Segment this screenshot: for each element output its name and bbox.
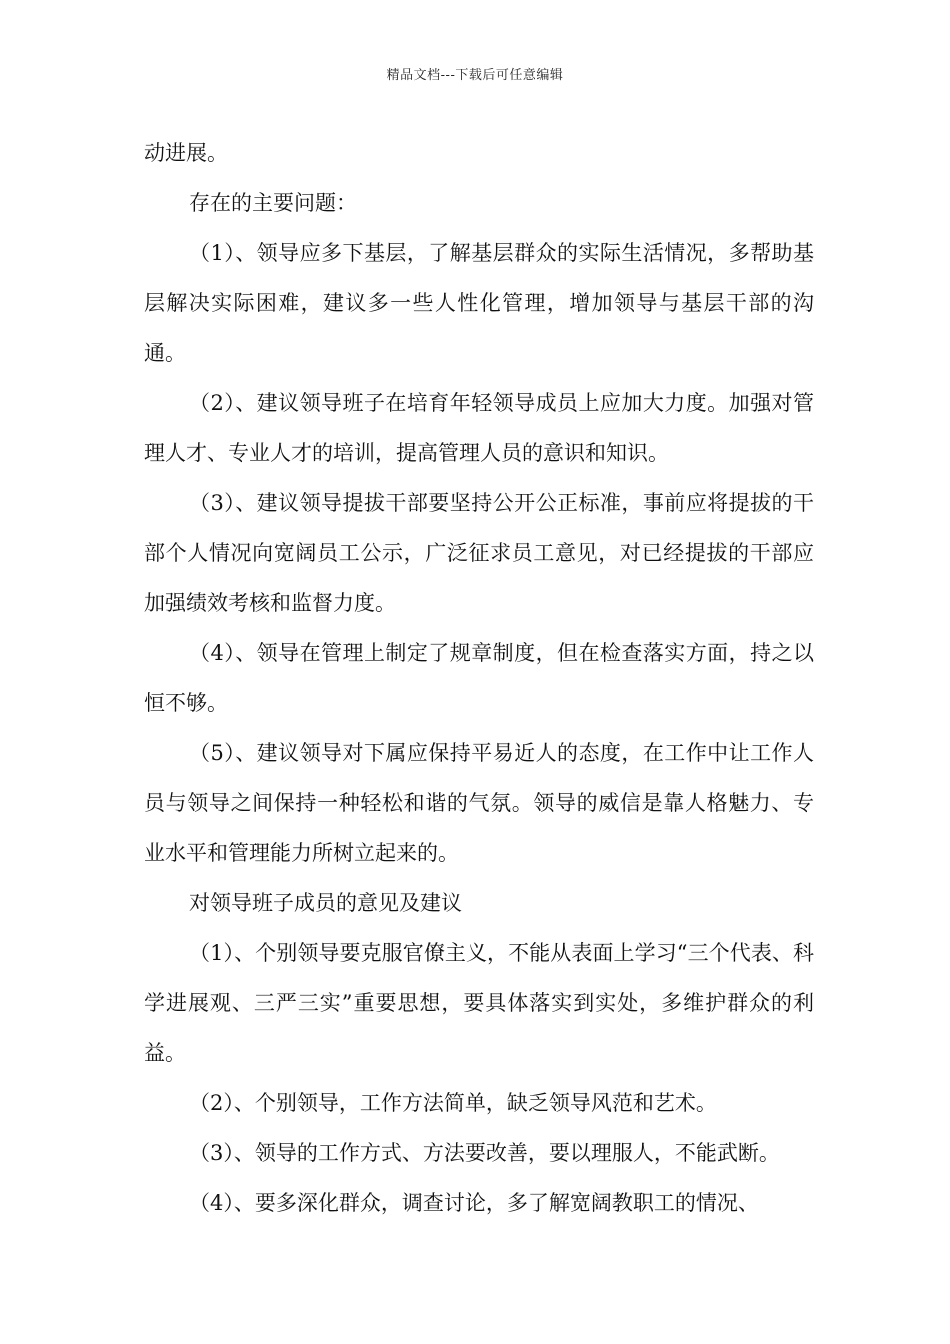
paragraph-problem-5: （5）、建议领导对下属应保持平易近人的态度，在工作中让工作人员与领导之间保持一种轻松和谐的气氛。领导的威信是靠人格魅力、专业水平和管理能力所树立起来的。 (144, 741, 814, 865)
paragraph-suggestion-4: （4）、要多深化群众，调查讨论，多了解宽阔教职工的情况、 (189, 1191, 759, 1215)
paragraph-suggestion-1: （1）、个别领导要克服官僚主义，不能从表面上学习“三个代表、科学进展观、三严三实”重要思想，要具体落实到实处，多维护群众的利益。 (144, 941, 814, 1065)
paragraph-problem-2: （2）、建议领导班子在培育年轻领导成员上应加大力度。加强对管理人才、专业人才的培训，提高管理人员的意识和知识。 (144, 391, 814, 465)
page-header: 精品文档---下载后可任意编辑 (386, 68, 564, 83)
paragraph-suggestion-3: （3）、领导的工作方式、方法要改善，要以理服人，不能武断。 (189, 1141, 780, 1165)
section-heading-problems: 存在的主要问题： (189, 191, 357, 215)
paragraph-problem-1: （1）、领导应多下基层，了解基层群众的实际生活情况，多帮助基层解决实际困难，建议多一些人性化管理，增加领导与基层干部的沟通。 (144, 241, 814, 365)
paragraph-problem-4: （4）、领导在管理上制定了规章制度，但在检查落实方面，持之以恒不够。 (144, 641, 814, 715)
section-heading-suggestions: 对领导班子成员的意见及建议 (189, 891, 462, 915)
paragraph-problem-3: （3）、建议领导提拔干部要坚持公开公正标准，事前应将提拔的干部个人情况向宽阔员工公示，广泛征求员工意见，对已经提拔的干部应加强绩效考核和监督力度。 (144, 491, 814, 615)
paragraph-continuation: 动进展。 (144, 141, 228, 165)
document-body (144, 128, 814, 1228)
paragraph-suggestion-2: （2）、个别领导，工作方法简单，缺乏领导风范和艺术。 (189, 1091, 717, 1115)
